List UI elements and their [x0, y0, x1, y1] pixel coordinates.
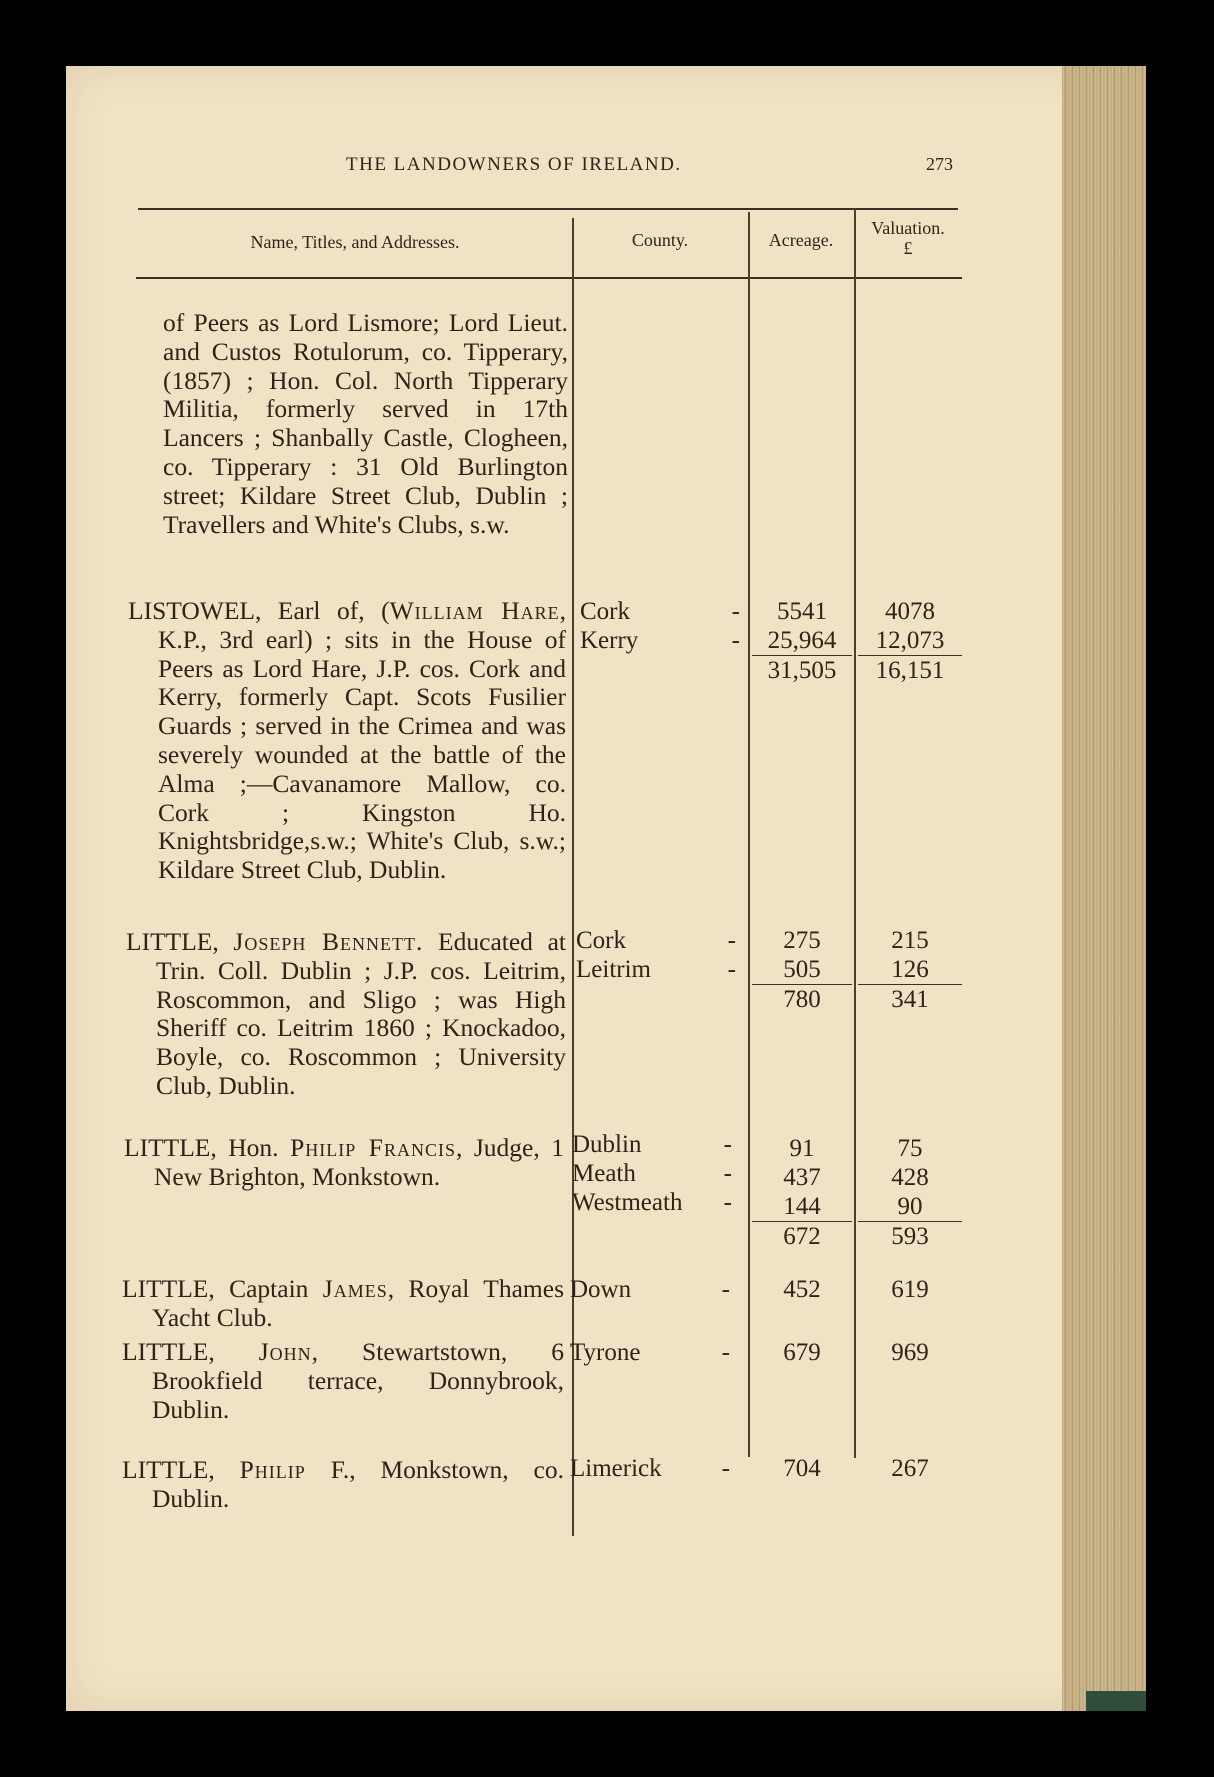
entry-surname: LITTLE,: [122, 1337, 215, 1366]
county-dash: -: [731, 627, 740, 654]
entry-lead: Captain: [214, 1274, 323, 1303]
acreage-total: 31,505: [752, 655, 852, 685]
county-dash: -: [727, 927, 736, 954]
page-number: 273: [926, 154, 953, 174]
county-name: Kerry: [580, 627, 639, 654]
acreage-little-james: [752, 1275, 852, 1304]
entry-surname: LISTOWEL,: [128, 596, 262, 625]
separator-county-acreage: [748, 212, 750, 1457]
acreage-value: 5541: [777, 598, 827, 625]
county-name: Dublin: [572, 1131, 642, 1158]
valuation-value: 4078: [885, 598, 935, 625]
entry-text: , Judge, 1 New Brighton, Monkstown.: [154, 1133, 564, 1191]
valuation-value: 75: [897, 1135, 923, 1162]
entry-name-caps: William Hare: [389, 596, 560, 625]
county-name: Cork: [576, 927, 626, 954]
valuation-value: 126: [891, 956, 929, 983]
valuation-label: Valuation.: [871, 218, 945, 238]
entry-name-caps: Philip Francis: [290, 1133, 456, 1162]
entry-name-caps: John: [258, 1337, 312, 1366]
acreage-value: 679: [783, 1339, 821, 1366]
entry-text: , K.P., 3rd earl) ; sits in the House of Peers as Lord Hare, J.P. cos. Cork and Kerry, formerly Capt. Scots Fusilier Guards ; served in the Crimea and was severely wounded at the battle of the Alma ;—Cavanamore Mallow, co. Cork ; Kingston Ho. Knightsbridge,s.w.; White's Club, s.w.; Kildare Street Club, Dublin.: [158, 596, 566, 885]
holdings-little-philip-francis: [572, 1130, 732, 1217]
county-name: Leitrim: [576, 956, 651, 983]
entry-name-caps: Philip: [239, 1455, 306, 1484]
acreage-little-joseph: [752, 926, 852, 1014]
holdings-little-joseph: [576, 926, 736, 984]
county-dash: -: [723, 1189, 732, 1216]
county-dash: -: [723, 1131, 732, 1158]
entry-text: of Peers as Lord Lismore; Lord Lieut. and Custos Rotulorum, co. Tipperary, (1857) ; Hon. Col. North Tipperary Militia, formerly served in 17th Lancers ; Shanbally Castle, Clogheen, co. Tipperary : 31 Old Burlington street; Kildare Street Club, Dublin ; Travellers and White's Clubs, s.w.: [163, 308, 568, 539]
acreage-value: 452: [783, 1276, 821, 1303]
entry-surname: LITTLE,: [122, 1455, 215, 1484]
valuation-little-james: [858, 1275, 962, 1304]
valuation-value: 969: [891, 1339, 929, 1366]
entry-lead: [215, 1455, 240, 1484]
entry-lead: [215, 1337, 259, 1366]
header-bottom-rule: [136, 277, 962, 279]
acreage-value: 144: [783, 1193, 821, 1220]
entry-name-caps: James: [322, 1274, 388, 1303]
entry-text: Educated at Trin. Coll. Dublin ; J.P. cos. Leitrim, Roscommon, and Sligo ; was High Sheriff co. Leitrim 1860 ; Knockadoo, Boyle, co. Roscommon ; University Club, Dublin.: [156, 927, 566, 1100]
running-head: THE LANDOWNERS OF IRELAND.: [346, 154, 682, 175]
valuation-little-john: [858, 1338, 962, 1367]
valuation-listowel: [858, 597, 962, 685]
county-dash: -: [721, 1339, 730, 1366]
entry-little-joseph: [126, 928, 566, 1101]
valuation-value: 619: [891, 1276, 929, 1303]
acreage-value: 91: [789, 1135, 815, 1162]
entry-text: , Stewartstown, 6 Brookfield terrace, Donnybrook, Dublin.: [152, 1337, 564, 1424]
entry-lead: Hon.: [216, 1133, 291, 1162]
acreage-listowel: [752, 597, 852, 685]
acreage-total: 780: [752, 984, 852, 1014]
entry-little-james: [122, 1275, 564, 1333]
column-head-valuation: [856, 218, 960, 258]
county-dash: -: [731, 598, 740, 625]
entry-lead: Earl of, (: [261, 596, 390, 625]
county-name: Limerick: [570, 1455, 662, 1482]
valuation-value: 215: [891, 927, 929, 954]
entry-little-philip-f: [122, 1456, 564, 1514]
county-dash: -: [727, 956, 736, 983]
column-head-county: County.: [631, 230, 689, 250]
valuation-value: 12,073: [875, 627, 945, 654]
entry-name-caps: Joseph Bennett.: [233, 927, 424, 956]
acreage-value: 505: [783, 956, 821, 983]
acreage-value: 25,964: [767, 627, 837, 654]
acreage-value: 437: [783, 1164, 821, 1191]
entry-surname: LITTLE,: [126, 927, 219, 956]
county-name: Down: [570, 1276, 632, 1303]
entry-lead: [219, 927, 234, 956]
entry-surname: LITTLE,: [122, 1274, 215, 1303]
county-name: Westmeath: [572, 1189, 683, 1216]
separator-acreage-valuation: [854, 208, 856, 1458]
valuation-value: 90: [897, 1193, 923, 1220]
valuation-little-philip-francis: [858, 1134, 962, 1251]
entry-listowel: [128, 597, 566, 885]
valuation-little-philip-f: [858, 1454, 962, 1483]
holdings-little-philip-f: [570, 1454, 730, 1483]
valuation-little-joseph: [858, 926, 962, 1014]
county-dash: -: [721, 1276, 730, 1303]
acreage-value: 704: [783, 1455, 821, 1482]
entry-little-philip-francis: [124, 1134, 564, 1192]
acreage-little-philip-francis: [752, 1134, 852, 1251]
county-name: Cork: [580, 598, 630, 625]
county-dash: -: [721, 1455, 730, 1482]
acreage-little-philip-f: [752, 1454, 852, 1483]
holdings-little-james: [570, 1275, 730, 1304]
entry-little-john: [122, 1338, 564, 1424]
entry-text: , Royal Thames Yacht Club.: [152, 1274, 564, 1332]
valuation-total: 341: [858, 984, 962, 1014]
entry-surname: LITTLE,: [124, 1133, 217, 1162]
county-dash: -: [723, 1160, 732, 1187]
acreage-total: 672: [752, 1221, 852, 1251]
valuation-unit: £: [903, 238, 913, 258]
column-head-name: Name, Titles, and Addresses.: [250, 232, 460, 252]
holdings-listowel: [580, 597, 740, 655]
valuation-total: 16,151: [858, 655, 962, 685]
valuation-total: 593: [858, 1221, 962, 1251]
valuation-value: 267: [891, 1455, 929, 1482]
acreage-value: 275: [783, 927, 821, 954]
valuation-value: 428: [891, 1164, 929, 1191]
header-top-rule: [138, 208, 958, 210]
column-head-acreage: Acreage.: [768, 230, 834, 250]
entry-continuation: [118, 309, 568, 539]
county-name: Meath: [572, 1160, 636, 1187]
acreage-little-john: [752, 1338, 852, 1367]
holdings-little-john: [570, 1338, 730, 1367]
entry-text: F., Monkstown, co. Dublin.: [152, 1455, 564, 1513]
county-name: Tyrone: [570, 1339, 641, 1366]
